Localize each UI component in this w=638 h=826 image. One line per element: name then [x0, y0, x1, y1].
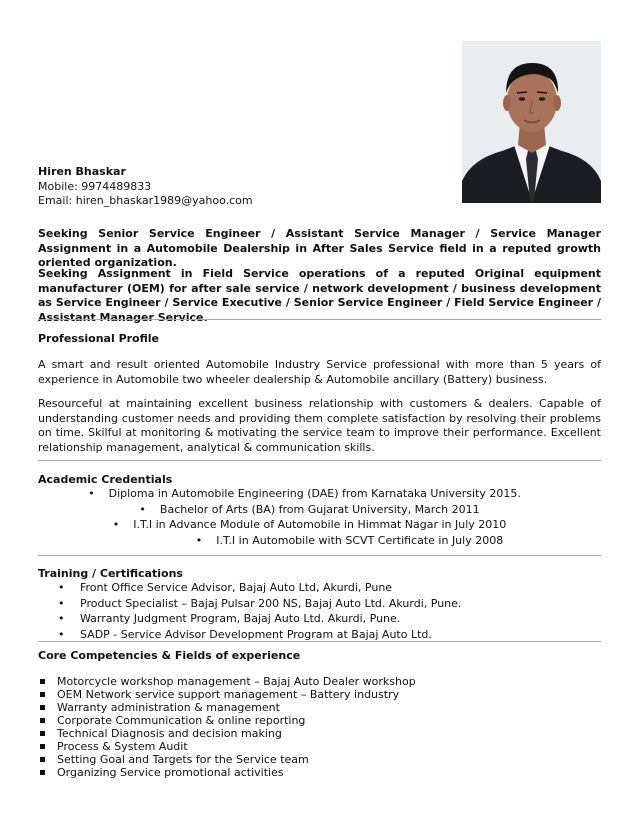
mobile-number: Mobile: 9974489833: [38, 179, 152, 193]
list-item: OEM Network service support management – Battery industry: [38, 688, 601, 701]
profile-paragraph-1: A smart and result oriented Automobile Industry Service professional with more than 5 years of experience in Automobile two wheeler dealership & Automobile ancillary (Battery) business.: [38, 358, 601, 386]
objective-2: Seeking Assignment in Field Service operations of a reputed Original equipment manufacturer (OEM) for after sale service / network development / business development as Service Engineer / Service Executive / Senior Service Engineer / Field Service Engineer / Assistant Manager Service.: [38, 267, 601, 324]
portrait-image: [462, 41, 601, 203]
core-list: [38, 675, 601, 779]
list-item: Corporate Communication & online reporting: [38, 714, 601, 727]
profile-paragraph-2: Resourceful at maintaining excellent business relationship with customers & dealers. Capable of understanding customer needs and providing them complete satisfaction by resolving their problems on time. Skilful at monitoring & motivating the service team to improve their performance. Excellent relationship management, analytical & communication skills.: [38, 397, 601, 454]
section-divider: [38, 641, 601, 642]
list-item: Organizing Service promotional activities: [38, 766, 601, 779]
list-item: • I.T.I in Automobile with SCVT Certificate in July 2008: [195, 533, 504, 547]
training-list: [38, 580, 601, 642]
list-item: • I.T.I in Advance Module of Automobile in Himmat Nagar in July 2010: [112, 518, 507, 531]
list-item: Warranty administration & management: [38, 701, 601, 714]
list-item: • Product Specialist – Bajaj Pulsar 200 NS, Bajaj Auto Ltd. Akurdi, Pune.: [58, 596, 601, 612]
list-item: • Front Office Service Advisor, Bajaj Auto Ltd, Akurdi, Pune: [58, 580, 601, 596]
list-item: • SADP - Service Advisor Development Program at Bajaj Auto Ltd.: [58, 627, 601, 643]
training-heading: Training / Certifications: [38, 567, 183, 580]
list-item: • Warranty Judgment Program, Bajaj Auto Ltd. Akurdi, Pune.: [58, 611, 601, 627]
academic-heading: Academic Credentials: [38, 473, 173, 486]
objective-1: Seeking Senior Service Engineer / Assistant Service Manager / Service Manager Assignment in a Automobile Dealership in After Sales Service field in a reputed growth oriented organization.: [38, 227, 601, 269]
list-item: Setting Goal and Targets for the Service team: [38, 753, 601, 766]
section-divider: [38, 319, 601, 320]
profile-photo: [462, 41, 601, 203]
list-item: • Diploma in Automobile Engineering (DAE) from Karnataka University 2015.: [88, 487, 521, 500]
list-item: • Bachelor of Arts (BA) from Gujarat University, March 2011: [139, 502, 480, 516]
email-address: Email: hiren_bhaskar1989@yahoo.com: [38, 194, 253, 207]
academic-list: [38, 486, 601, 548]
contact-header: [38, 165, 458, 209]
candidate-name: Hiren Bhaskar: [38, 165, 126, 178]
list-item: Motorcycle workshop management – Bajaj Auto Dealer workshop: [38, 675, 601, 688]
list-item: Technical Diagnosis and decision making: [38, 727, 601, 740]
section-divider: [38, 460, 601, 461]
core-heading: Core Competencies & Fields of experience: [38, 649, 301, 662]
list-item: Process & System Audit: [38, 740, 601, 753]
section-divider: [38, 555, 601, 556]
professional-profile-heading: Professional Profile: [38, 332, 159, 345]
